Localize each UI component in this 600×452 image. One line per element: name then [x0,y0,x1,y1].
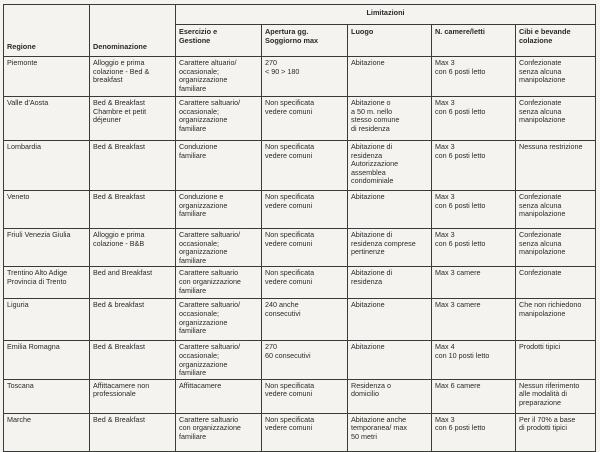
cell-denominazione: Bed & Breakfast [90,341,176,379]
cell-esercizio: Carattere saltuario con organizzazione familiare [176,267,262,299]
header-limitazioni: Limitazioni [176,5,596,25]
cell-camere: Max 3 camere [432,299,516,341]
table-row [4,413,596,451]
cell-camere: Max 3 con 6 posti letto [432,97,516,141]
cell-cibi: Confezionate senza alcuna manipolazione [516,97,596,141]
header-camere: N. camere/letti [432,25,516,57]
header-luogo: Luogo [348,25,432,57]
header-apertura: Apertura gg. Soggiorno max [262,25,348,57]
cell-camere: Max 3 con 6 posti letto [432,57,516,97]
cell-luogo: Abitazione [348,299,432,341]
cell-apertura: Non specificata vedere comuni [262,229,348,267]
cell-regione: Marche [4,413,90,451]
cell-regione: Valle d'Aosta [4,97,90,141]
cell-esercizio: Carattere saltuario/ occasionale; organizzazione familiare [176,341,262,379]
cell-apertura: Non specificata vedere comuni [262,267,348,299]
cell-denominazione: Bed & Breakfast [90,413,176,451]
cell-cibi: Confezionate [516,267,596,299]
header-row-1 [4,5,596,25]
cell-camere: Max 3 con 6 posti letto [432,191,516,229]
cell-cibi: Confezionate senza alcuna manipolazione [516,229,596,267]
table-row [4,299,596,341]
cell-cibi: Confezionate senza alcuna manipolazione [516,191,596,229]
table-row [4,267,596,299]
cell-denominazione: Bed & Breakfast [90,141,176,191]
cell-cibi: Che non richiedono manipolazione [516,299,596,341]
cell-esercizio: Carattere saltuario/ occasionale; organizzazione familiare [176,299,262,341]
cell-regione: Toscana [4,379,90,413]
cell-regione: Lombardia [4,141,90,191]
cell-cibi: Nessuna restrizione [516,141,596,191]
cell-apertura: Non specificata vedere comuni [262,97,348,141]
table-body [4,57,596,452]
cell-camere: Max 3 con 6 posti letto [432,141,516,191]
cell-cibi: Nessun riferimento alle modalità di preparazione [516,379,596,413]
document-page [3,4,596,452]
cell-regione: Emilia Romagna [4,341,90,379]
cell-esercizio: Carattere saltuario con organizzazione familiare [176,413,262,451]
table-row [4,57,596,97]
cell-luogo: Abitazione o a 50 m. nello stesso comune di residenza [348,97,432,141]
header-denominazione: Denominazione [90,5,176,57]
cell-cibi: Prodotti tipici [516,341,596,379]
cell-regione: Piemonte [4,57,90,97]
cell-camere: Max 3 con 6 posti letto [432,229,516,267]
cell-apertura: Non specificata vedere comuni [262,379,348,413]
cell-denominazione: Bed and Breakfast [90,267,176,299]
cell-cibi: Per il 70% a base di prodotti tipici [516,413,596,451]
cell-camere: Max 3 camere [432,267,516,299]
cell-regione: Liguria [4,299,90,341]
header-cibi: Cibi e bevande colazione [516,25,596,57]
cell-apertura: 270 < 90 > 180 [262,57,348,97]
cell-apertura: 240 anche consecutivi [262,299,348,341]
cell-cibi: Confezionate senza alcuna manipolazione [516,57,596,97]
table-row [4,97,596,141]
cell-denominazione: Alloggio e prima colazione - Bed & breakfast [90,57,176,97]
cell-luogo: Abitazione anche temporanea/ max 50 metri [348,413,432,451]
cell-apertura: Non specificata vedere comuni [262,413,348,451]
table-row [4,229,596,267]
cell-camere: Max 6 camere [432,379,516,413]
cell-denominazione: Bed & Breakfast Chambre et petit déjeuner [90,97,176,141]
cell-denominazione: Bed & breakfast [90,299,176,341]
cell-apertura: Non specificata vedere comuni [262,191,348,229]
cell-luogo: Abitazione di residenza Autorizzazione assemblea condominiale [348,141,432,191]
cell-luogo: Abitazione [348,341,432,379]
cell-regione: Veneto [4,191,90,229]
cell-luogo: Residenza o domicilio [348,379,432,413]
cell-regione: Trentino Alto Adige Provincia di Trento [4,267,90,299]
cell-esercizio: Carattere saltuario/ occasionale; organizzazione familiare [176,97,262,141]
cell-apertura: 270 60 consecutivi [262,341,348,379]
cell-esercizio: Affittacamere [176,379,262,413]
cell-denominazione: Affittacamere non professionale [90,379,176,413]
cell-esercizio: Conduzione e organizzazione familiare [176,191,262,229]
table-row [4,341,596,379]
cell-luogo: Abitazione [348,191,432,229]
header-regione: Regione [4,5,90,57]
header-esercizio: Esercizio e Gestione [176,25,262,57]
cell-esercizio: Carattere altuario/ occasionale; organizzazione familiare [176,57,262,97]
cell-denominazione: Bed & Breakfast [90,191,176,229]
cell-esercizio: Carattere saltuario/ occasionale; organizzazione familiare [176,229,262,267]
cell-denominazione: Alloggio e prima colazione - B&B [90,229,176,267]
limitazioni-table [3,4,596,452]
table-row [4,191,596,229]
cell-camere: Max 3 con 6 posti letto [432,413,516,451]
cell-apertura: Non specificata vedere comuni [262,141,348,191]
cell-regione: Friuli Venezia Giulia [4,229,90,267]
table-row [4,141,596,191]
cell-luogo: Abitazione [348,57,432,97]
cell-esercizio: Conduzione familiare [176,141,262,191]
cell-luogo: Abitazione di residenza comprese pertinenze [348,229,432,267]
cell-camere: Max 4 con 10 posti letto [432,341,516,379]
table-row [4,379,596,413]
cell-luogo: Abitazione di residenza [348,267,432,299]
